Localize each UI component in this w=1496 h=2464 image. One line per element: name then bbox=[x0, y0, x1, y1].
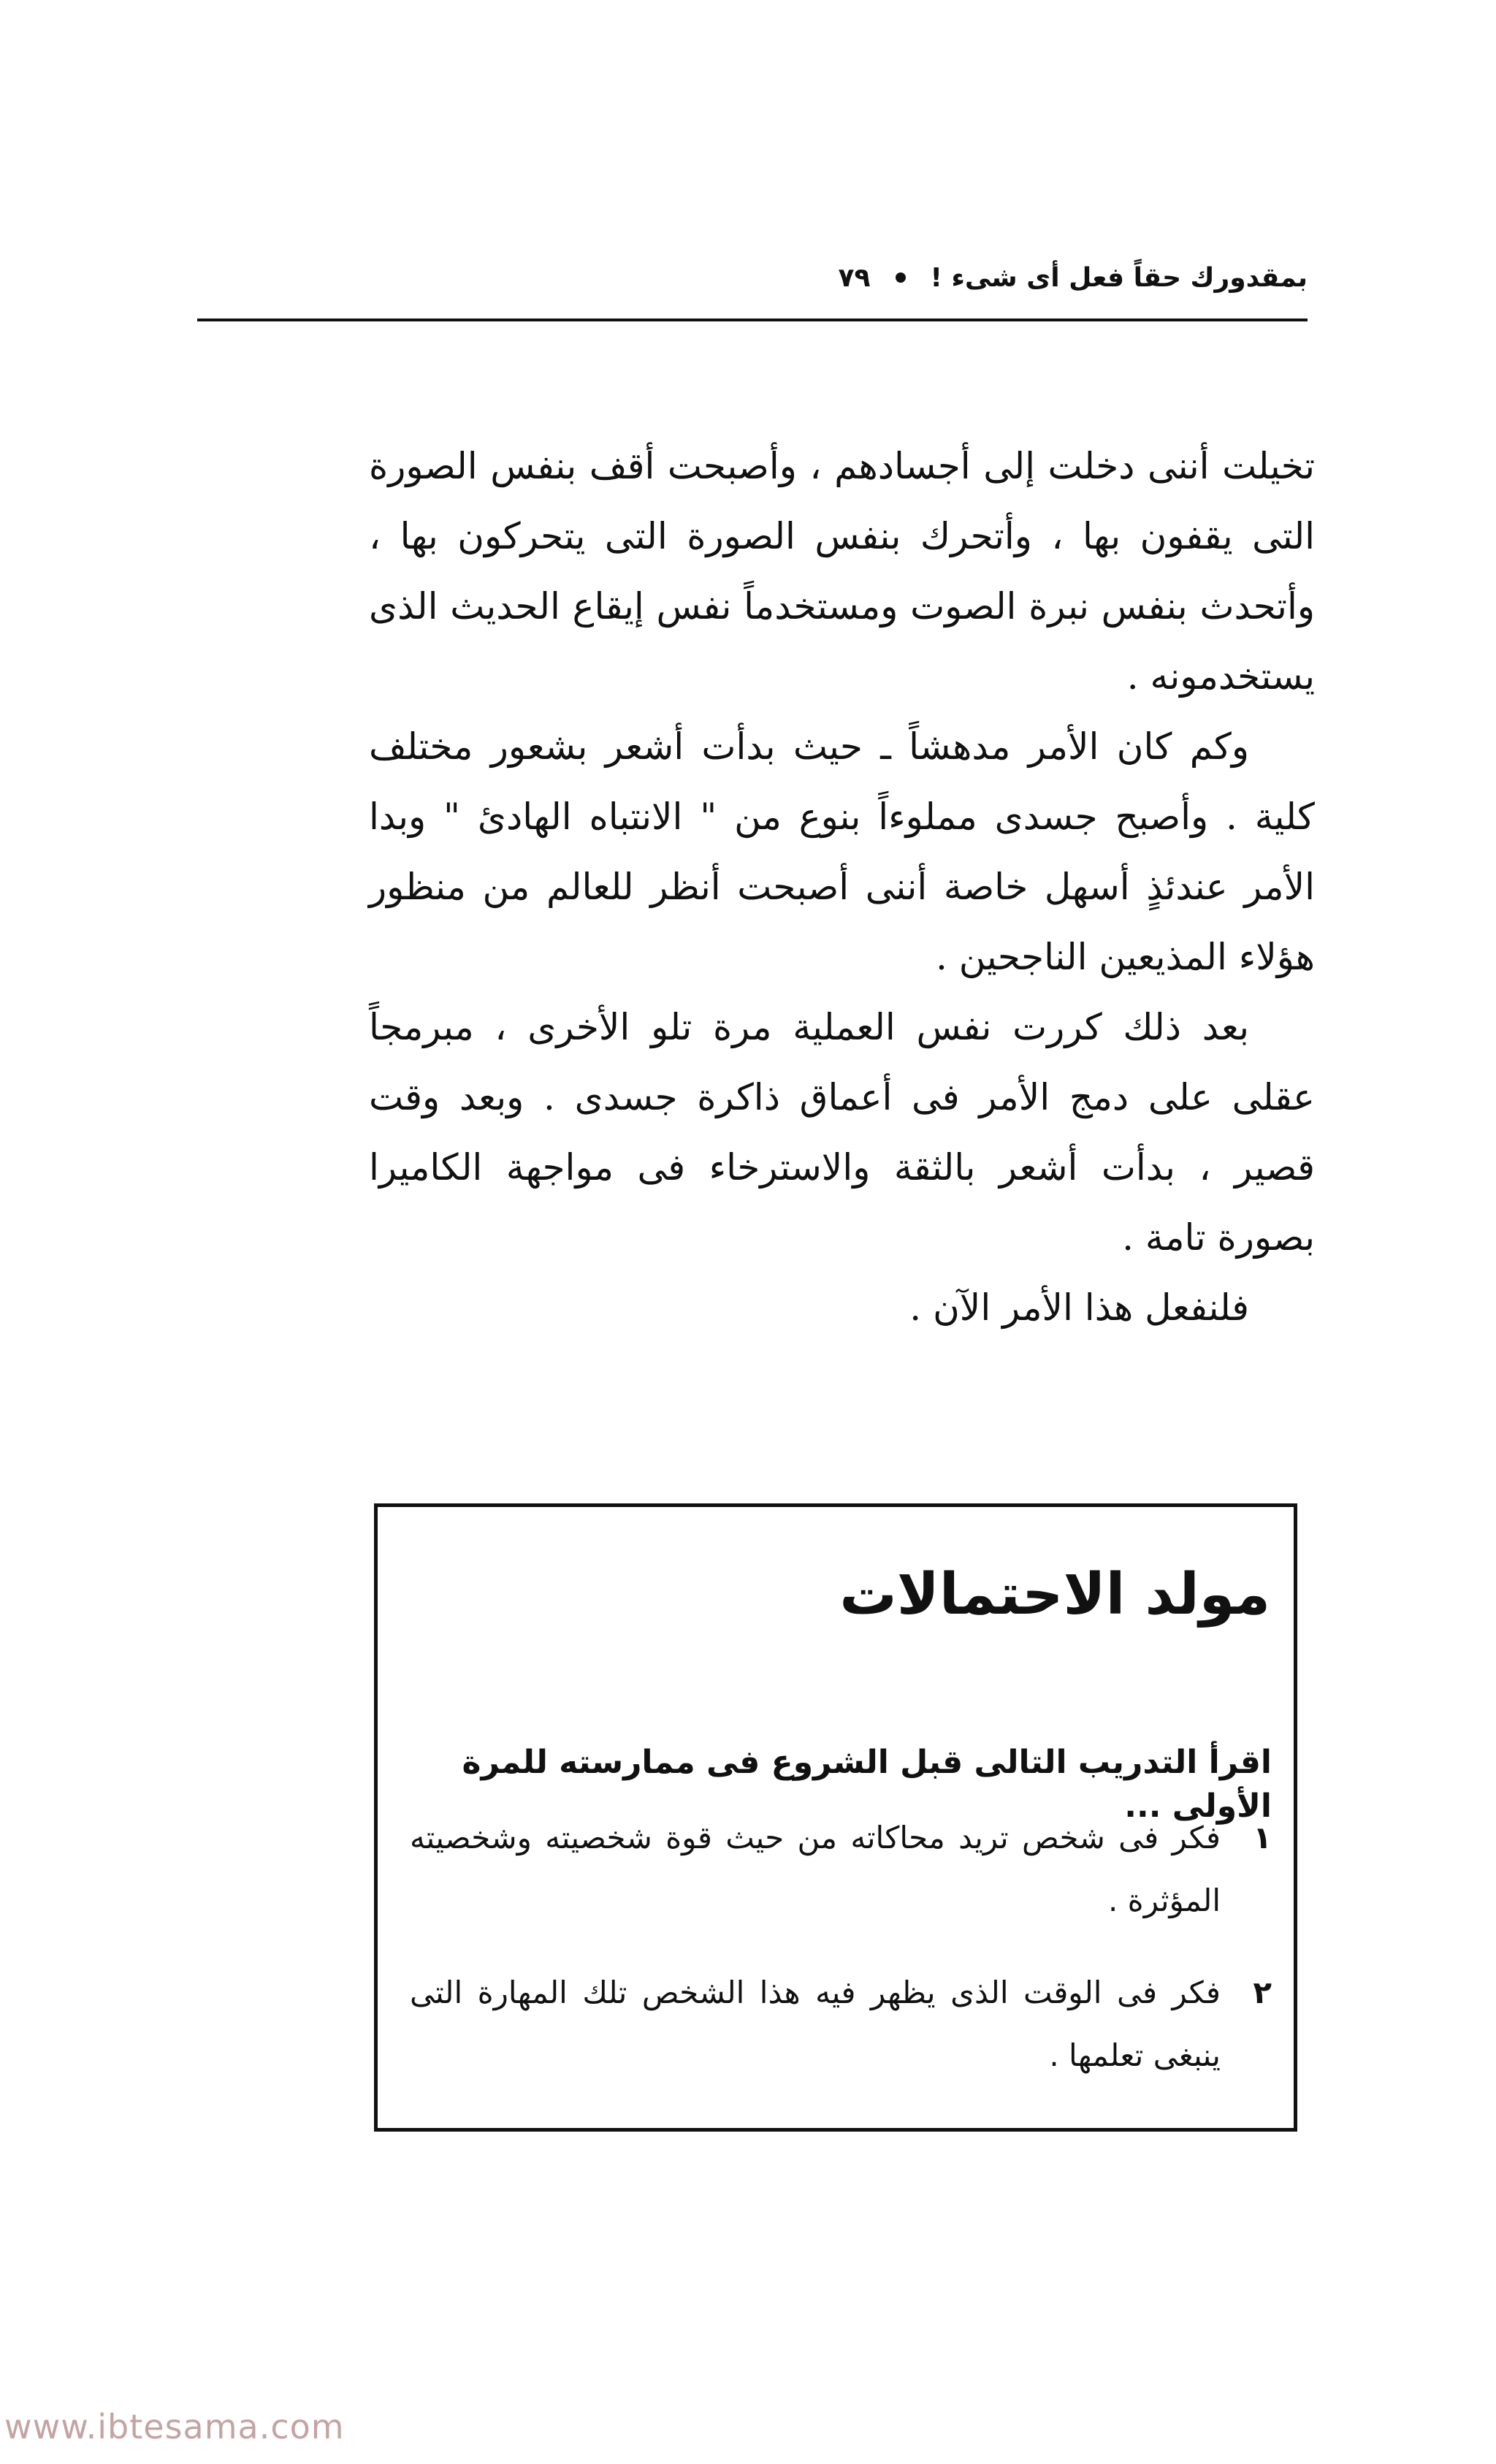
item-number: ١ bbox=[1253, 1820, 1272, 1855]
paragraph: وكم كان الأمر مدهشاً ـ حيث بدأت أشعر بشعور مختلف كلية . وأصبح جسدى مملوءاً بنوع من " الانتباه الهادئ " وبدا الأمر عندئذٍ أسهل خاصة أننى أصبحت أنظر للعالم من منظور هؤلاء المذيعين الناجحين . bbox=[369, 725, 1315, 978]
site-watermark: www.ibtesama.com bbox=[4, 2407, 345, 2446]
item-text: فكر فى شخص تريد محاكاته من حيث قوة شخصيته وشخصيته المؤثرة . bbox=[410, 1820, 1221, 1918]
item-text: فكر فى الوقت الذى يظهر فيه هذا الشخص تلك المهارة التى ينبغى تعلمها . bbox=[410, 1975, 1221, 2073]
bullet-separator-icon bbox=[896, 272, 906, 283]
running-header bbox=[197, 256, 1308, 300]
box-title: مولد الاحتمالات bbox=[839, 1562, 1270, 1628]
box-intro: اقرأ التدريب التالى قبل الشروع فى ممارسته للمرة الأولى ... bbox=[462, 1744, 1272, 1825]
item-number: ٢ bbox=[1253, 1975, 1272, 2010]
header-divider bbox=[197, 319, 1308, 321]
running-title: بمقدورك حقاً فعل أى شىء ! bbox=[930, 262, 1308, 293]
page-number: ٧٩ bbox=[838, 262, 871, 293]
list-item bbox=[410, 1961, 1272, 2087]
paragraph: فلنفعل هذا الأمر الآن . bbox=[909, 1286, 1249, 1329]
paragraph: تخيلت أننى دخلت إلى أجسادهم ، وأصبحت أقف بنفس الصورة التى يقفون بها ، وأتحرك بنفس الصورة التى يتحركون بها ، وأتحدث بنفس نبرة الصوت ومستخدماً نفس إيقاع الحديث الذى يستخدمونه . bbox=[369, 445, 1315, 698]
paragraph: بعد ذلك كررت نفس العملية مرة تلو الأخرى ، مبرمجاً عقلى على دمج الأمر فى أعماق ذاكرة جسدى . وبعد وقت قصير ، بدأت أشعر بالثقة والاسترخاء فى مواجهة الكاميرا بصورة تامة . bbox=[369, 1006, 1315, 1259]
exercise-box bbox=[374, 1503, 1297, 2132]
list-item bbox=[410, 1807, 1272, 1932]
body-text bbox=[369, 431, 1315, 1343]
exercise-list bbox=[410, 1807, 1272, 2116]
